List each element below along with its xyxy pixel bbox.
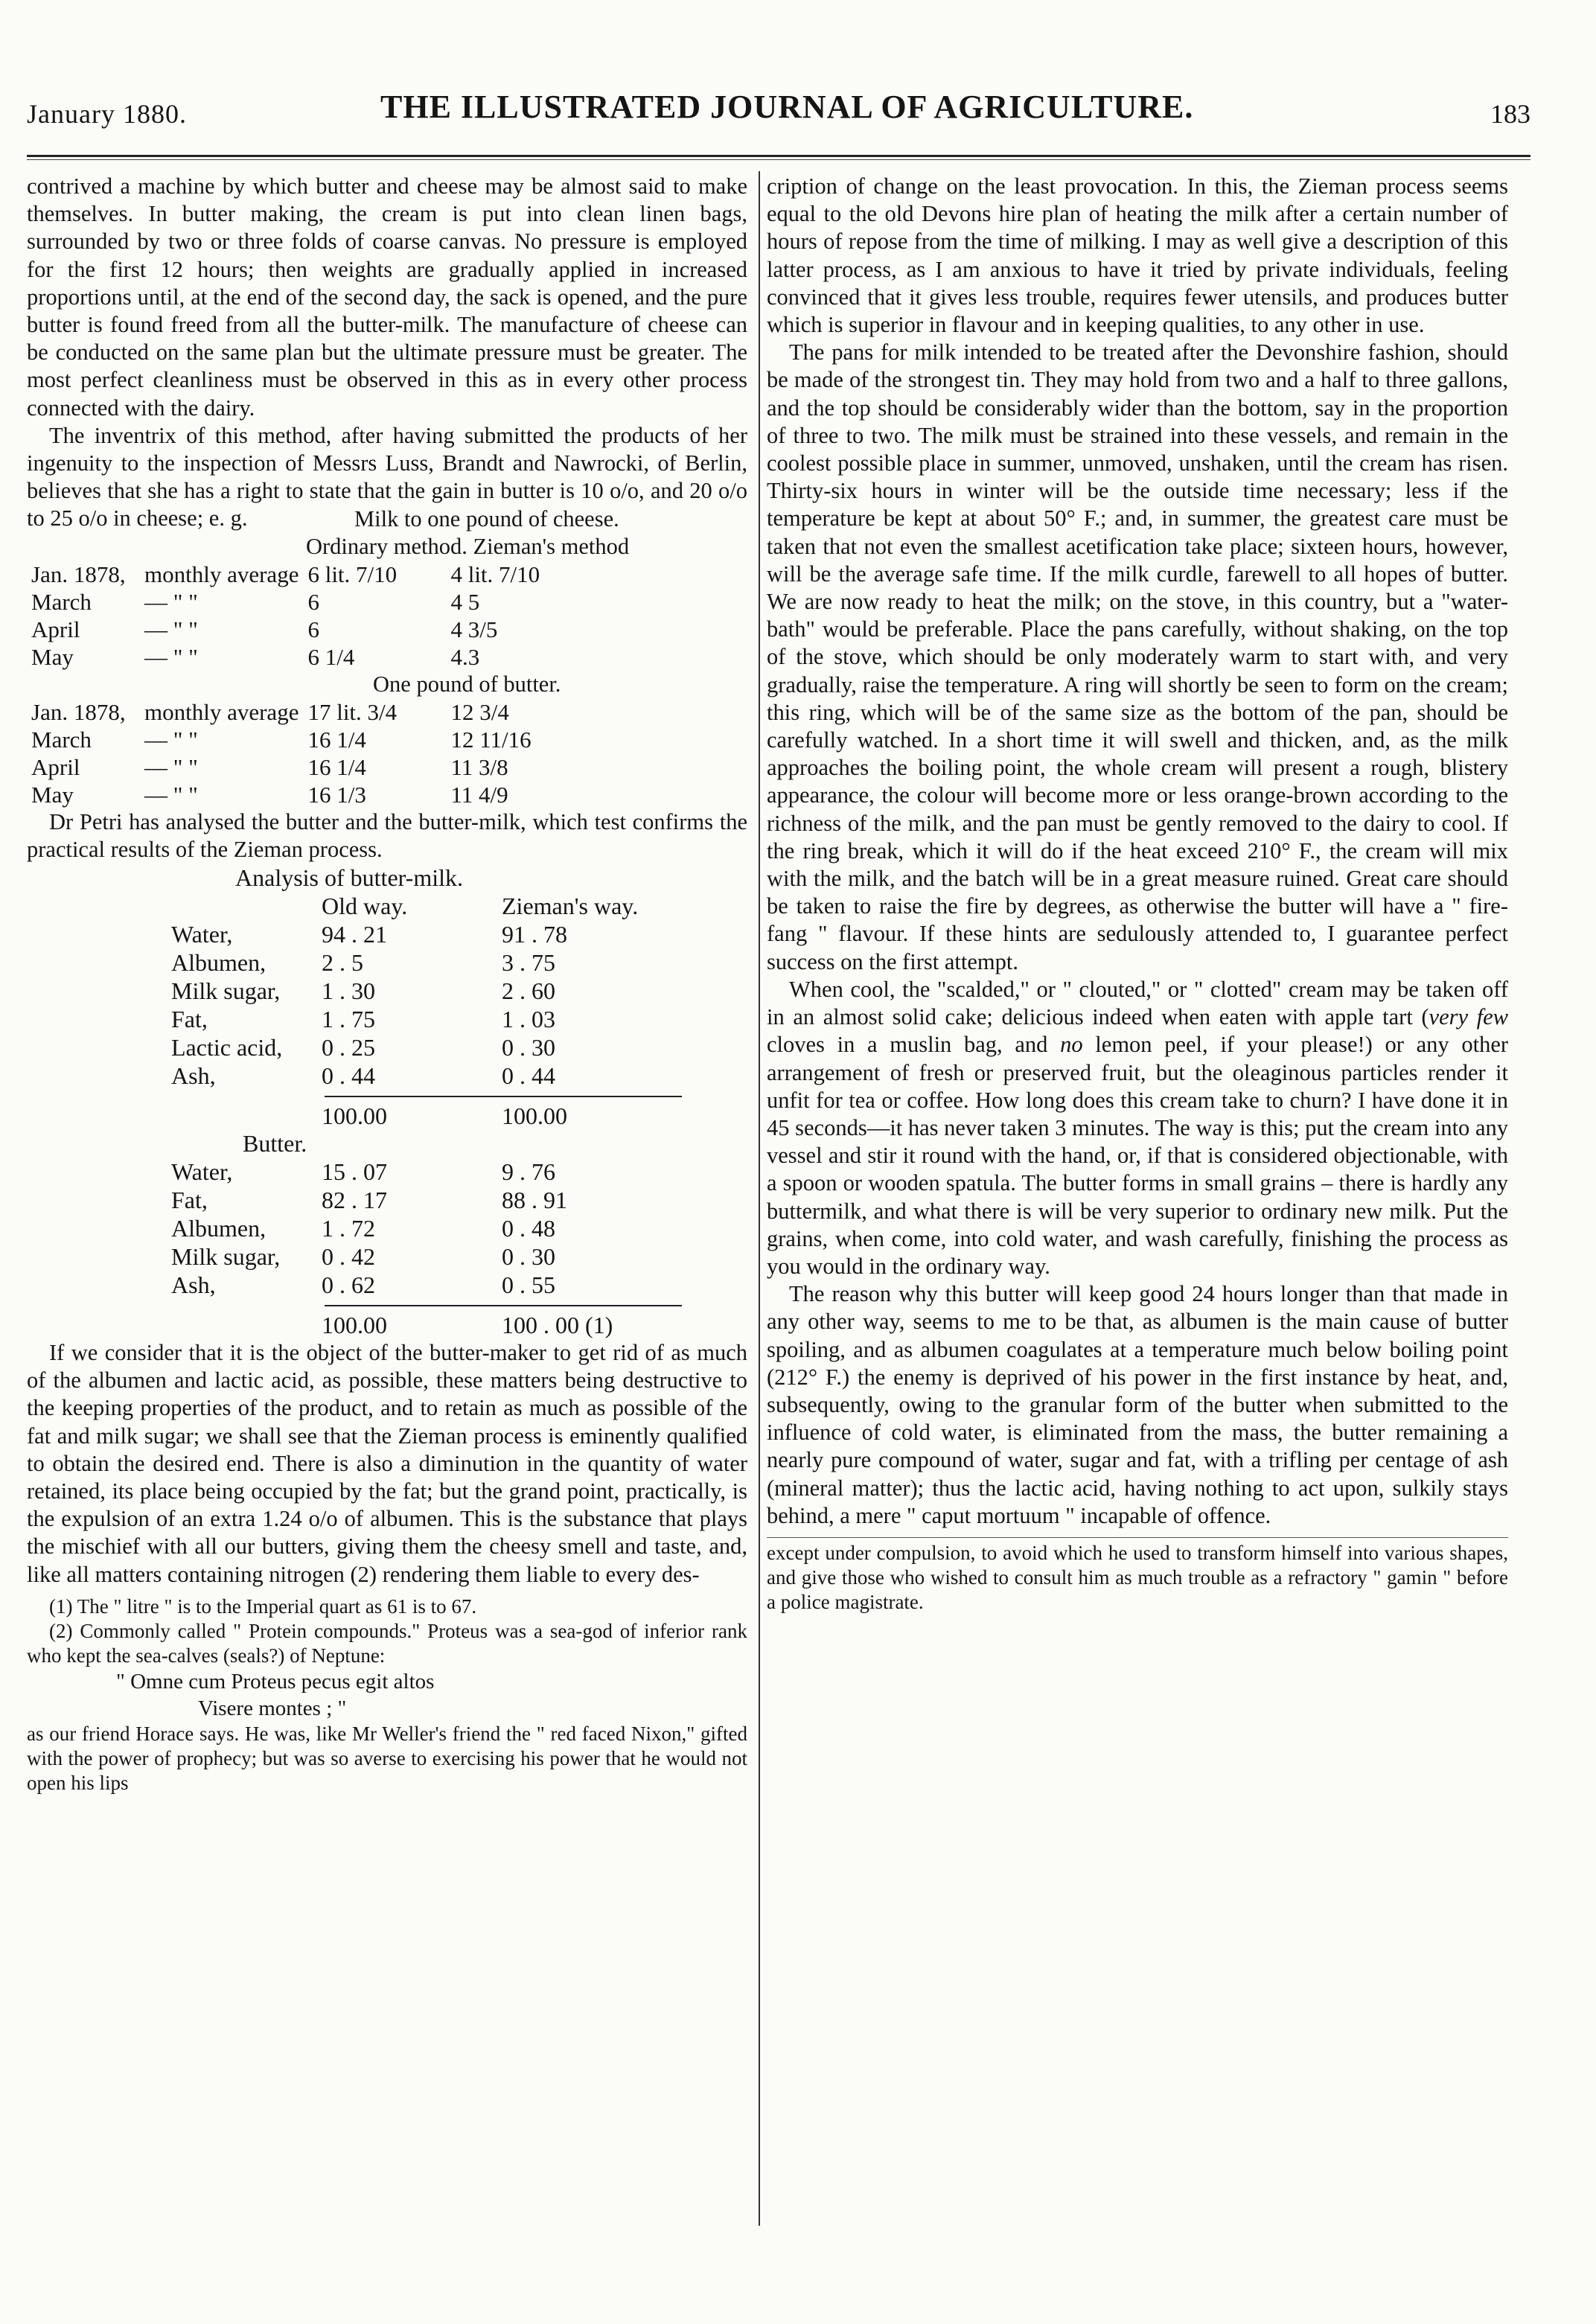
butter-analysis-label: Butter. — [243, 1129, 307, 1157]
latin-quote — [27, 1668, 747, 1722]
table-row: March — " " 16 1/4 12 11/16 — [31, 727, 532, 753]
table-row: 100.00 100.00 — [322, 1102, 567, 1129]
footnote-continued: except under compulsion, to avoid which he used to transform himself into various shapes, and give those who wished to consult him as much trouble as a refractory " gamin " before a police magistrate. — [767, 1541, 1508, 1613]
header-rule-thin — [27, 159, 1530, 160]
table-row: April — " " 16 1/4 11 3/8 — [31, 754, 508, 781]
table-row: May — " " 6 1/4 4.3 — [31, 644, 480, 671]
butter-table-rows — [27, 698, 536, 808]
buttermilk-total-row — [167, 1102, 572, 1130]
quote-line-1: " Omne cum Proteus pecus egit altos — [116, 1669, 435, 1693]
total-rule — [325, 1096, 682, 1097]
paragraph: When cool, the "scalded," or " clouted," or " clotted" cream may be taken off in an almost solid cake; delicious indeed when eaten with apple tart (very few cloves in a muslin bag, and no lemon peel, if your please!) or any other arrangement of fresh or preserved fruit, but the oleaginous particles render it unfit for tea or coffee. How long does this cream take to churn? I have done it in 45 seconds—it has never taken 3 minutes. The way is this; put the cream into any vessel and stir it round with the hand, or, if that is considered objectionable, with a spoon or wooden spatula. The butter forms in small grains – there is hardly any buttermilk, and what there is will be very superior to ordinary new milk. Put the grains, when come, into cold water, and wash carefully, finishing the process as you would in the ordinary way. — [767, 976, 1509, 1279]
table-row: Milk sugar, 0 . 42 0 . 30 — [171, 1243, 555, 1271]
quote-line-2: Visere montes ; " — [198, 1696, 347, 1720]
footnotes — [27, 1594, 747, 1795]
header-date: January 1880. — [27, 99, 187, 129]
paragraph: cription of change on the least provocation. In this, the Zieman process seems equal to the old Devons hire plan of heating the milk after a certain number of hours of repose from the time of milking. I may as well give a description of this latter process, as I am anxious to have it tried by private individuals, feeling convinced that it gives less trouble, requires fewer utensils, and produces butter which is superior in flavour and in keeping qualities, to any other in use. — [767, 173, 1508, 338]
table-row: April — " " 6 4 3/5 — [31, 616, 498, 643]
paragraph: The inventrix of this method, after having submitted the products of her ingenuity to the inspection of Messrs Luss, Brandt and Nawrocki, of Berlin, believes that she has a right to state that the gain in butter is 10 o/o, and 20 o/o to 25 o/o in cheese; e. g. — [27, 422, 747, 531]
table-row: Albumen, 1 . 72 0 . 48 — [171, 1215, 555, 1242]
paragraph: The pans for milk intended to be treated after the Devonshire fashion, should be made of the strongest tin. They may hold from two and a half to three gallons, and the top should be considerably wider than the bottom, say in the proportion of three to two. The milk must be strained into these vessels, and remain in the coolest possible place in summer, unmoved, unshaken, until the cream has risen. Thirty-six hours in winter will be the outside time necessary; less if the temperature be kept at about 50° F.; and, in summer, the greatest care must be taken that not even the smallest acetification take place; sixteen hours, however, will be the average safe time. If the milk curdle, farewell to all hopes of butter. We are now ready to heat the milk; on the stove, in this country, but a "water-bath" would be preferable. Place the pans carefully, without shaking, on the top of the stove, which should be only moderately warm to start with, and very gradually, raise the temperature. A ring will shortly be seen to form on the cream; this ring, which will be of the same size as the bottom of the pan, should be carefully watched. In a short time it will swell and thicken, and, as the milk approaches the boiling point, the whole cream will present a rough, blistery appearance, the colour will become more or less orange-brown according to the richness of the milk, and the pan must be gently removed to the dairy to cool. If the ring break, which it will do if the heat exceed 210° F., the cream will mix with the milk, and the batch will be in a great measure ruined. Great care should be taken to raise the fire by degrees, as otherwise the butter will have a " fire-fang " flavour. If these hints are sedulously attended to, I guarantee perfect success on the first attempt. — [767, 339, 1508, 974]
header-rule — [27, 155, 1530, 157]
table-header-row — [167, 892, 642, 920]
table-row: Lactic acid, 0 . 25 0 . 30 — [171, 1033, 555, 1061]
paragraph: If we consider that it is the object of the butter-maker to get rid of as much of the albumen and lactic acid, as possible, these matters being destructive to the keeping properties of the product, and to retain as much as possible of the fat and milk sugar; we shall see that the Zieman process is eminently qualified to obtain the desired end. There is also a diminution in the quantity of water retained, its place being occupied by the fat; but the grand point, practically, is the expulsion of an extra 1.24 o/o of albumen. This is the substance that plays the mischief with all our butters, giving them the cheesy smell and taste, and, like all matters containing nitrogen (2) rendering them liable to every des- — [27, 1340, 747, 1587]
analysis-heading: Analysis of butter-milk. — [235, 863, 463, 891]
footnote-1: (1) The " litre " is to the Imperial quart as 61 is to 67. — [49, 1594, 477, 1618]
right-column — [767, 173, 1508, 1615]
table-row: 100.00 100 . 00 (1) — [322, 1312, 613, 1339]
table-row: Albumen, 2 . 5 3 . 75 — [171, 948, 555, 976]
footnote-2: (2) Commonly called " Protein compounds." Proteus was a sea-god of inferior rank who kept the sea-calves (seals?) of Neptune: — [27, 1619, 747, 1667]
table-row: Milk sugar, 1 . 30 2 . 60 — [171, 977, 555, 1004]
col-old-way: Old way. — [322, 892, 408, 919]
butter-analysis-table — [167, 1158, 572, 1299]
buttermilk-analysis-table — [167, 892, 642, 1090]
table-row: Water, 94 . 21 91 . 78 — [171, 920, 567, 948]
paragraph: Dr Petri has analysed the butter and the butter-milk, which test confirms the practical results of the Zieman process. — [27, 809, 747, 863]
page-header — [27, 88, 1530, 140]
table-row: March — " " 6 4 5 — [31, 589, 480, 616]
footnote-rule — [767, 1537, 1508, 1538]
milk-table-heading: Milk to one pound of cheese. — [354, 505, 619, 531]
paragraph: The reason why this butter will keep good 24 hours longer than that made in any other way, seems to me to be that, as albumen is the main cause of butter spoiling, and as albumen coagulates at a temperature much below boiling point (212° F.) the enemy is deprived of his power in the first instance by heat, and, subsequently, owing to the granular form of the butter when submitted to the influence of cold water, is eliminated from the mass, the butter remaining a nearly pure compound of water, sugar and fat, with a trifling per centage of ash (mineral matter); thus the lactic acid, having nothing to act upon, sulkily stays behind, a mere " caput mortuum " incapable of offence. — [767, 1281, 1508, 1528]
table-row: May — " " 16 1/3 11 4/9 — [31, 782, 508, 808]
footnote-2-continued: as our friend Horace says. He was, like Mr Weller's friend the " red faced Nixon," gifted with the power of prophecy; but was so averse to exercising his power that he would not open his lips — [27, 1722, 747, 1794]
table-row: Ash, 0 . 62 0 . 55 — [171, 1271, 555, 1299]
total-rule — [325, 1305, 682, 1306]
column-divider — [759, 171, 760, 2226]
table-row: Jan. 1878, monthly average 17 lit. 3/4 12 3/4 — [31, 699, 509, 726]
table-row: Jan. 1878, monthly average 6 lit. 7/10 4 lit. 7/10 — [31, 561, 540, 588]
table-row: Water, 15 . 07 9 . 76 — [171, 1158, 555, 1186]
page-number: 183 — [1490, 99, 1530, 129]
left-column — [27, 173, 747, 1795]
paragraph: contrived a machine by which butter and cheese may be almost said to make themselves. In butter making, the cream is put into clean linen bags, surrounded by two or three folds of coarse canvas. No pressure is employed for the first 12 hours; then weights are gradually applied in increased proportions until, at the end of the second day, the sack is opened, and the pure butter is found freed from all the butter-milk. The manufacture of cheese can be conducted on the same plan but the ultimate pressure must be greater. The most perfect cleanliness must be observed in this as in every other process connected with the dairy. — [27, 173, 747, 421]
milk-table-rows — [27, 561, 544, 671]
col-ziemans-way: Zieman's way. — [502, 892, 639, 919]
table-row: Fat, 1 . 75 1 . 03 — [171, 1005, 555, 1032]
milk-table-columns: Ordinary method. Zieman's method — [306, 533, 630, 559]
journal-title: THE ILLUSTRATED JOURNAL OF AGRICULTURE. — [380, 89, 1194, 125]
butter-table-heading: One pound of butter. — [373, 671, 561, 697]
table-row: Fat, 82 . 17 88 . 91 — [171, 1187, 567, 1214]
butter-total-row — [167, 1311, 617, 1339]
table-row: Ash, 0 . 44 0 . 44 — [171, 1062, 555, 1089]
